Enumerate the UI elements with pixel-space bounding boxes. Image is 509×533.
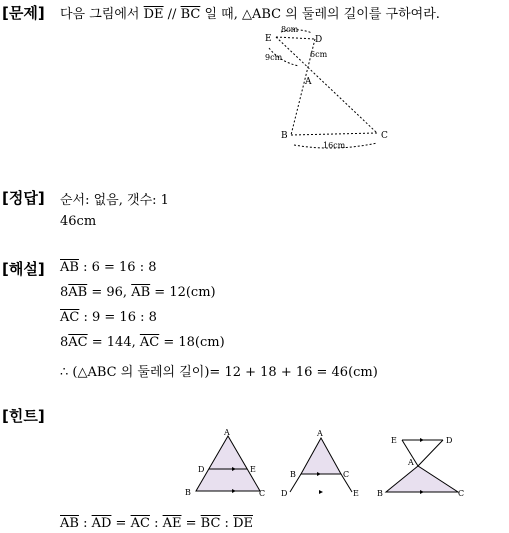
- arrow-mark: [319, 490, 323, 494]
- problem-tag: [문제]: [2, 4, 45, 22]
- segment-ab: $\overline{AB}$: [131, 285, 151, 300]
- label-b: B: [281, 131, 288, 141]
- equation-part: = 144,: [87, 335, 140, 350]
- formula-op: =: [181, 516, 201, 531]
- label-c: C: [458, 489, 465, 498]
- segment-bc: $\overline{BC}$: [200, 516, 221, 531]
- label-c: C: [343, 470, 350, 479]
- label-b: B: [290, 470, 296, 479]
- solution-line-1: [60, 260, 156, 275]
- label-c: C: [381, 131, 388, 141]
- segment-ad: $\overline{AD}$: [91, 516, 112, 531]
- solution-line-2: [60, 285, 216, 300]
- equation-part: 8: [60, 335, 69, 350]
- label-d: D: [198, 465, 205, 474]
- problem-text: [60, 3, 440, 22]
- triangle-abc: [196, 436, 260, 491]
- solution-line-5: ∴ (△ABC 의 둘레의 길이)= 12 + 18 + 16 = 46(cm): [60, 365, 378, 380]
- label-e: E: [391, 436, 397, 445]
- segment-ae: $\overline{AE}$: [162, 516, 182, 531]
- formula-op: :: [149, 516, 163, 531]
- label-e: E: [353, 489, 359, 498]
- segment-de: $\overline{DE}$: [143, 7, 164, 22]
- triangle-abc: [301, 438, 341, 474]
- length-bc: 16cm: [323, 141, 346, 150]
- formula-op: =: [111, 516, 131, 531]
- equation-part: : 6 = 16 : 8: [78, 260, 157, 275]
- length-ed: 8cm: [281, 25, 299, 34]
- solution-line-3: [60, 310, 157, 325]
- segment-bc: $\overline{BC}$: [180, 7, 201, 22]
- hint-formula: [60, 516, 253, 531]
- equation-part: : 9 = 16 : 8: [79, 310, 157, 325]
- hint-figure-2: [281, 429, 359, 498]
- answer-line-2: 46cm: [60, 214, 97, 229]
- solution-tag: [해설]: [2, 260, 45, 278]
- segment-ab: $\overline{AB}$: [60, 260, 79, 275]
- segment-ab: $\overline{AB}$: [68, 285, 88, 300]
- parallel-symbol: //: [163, 7, 181, 22]
- line-bc: [291, 133, 377, 135]
- problem-text-part: 다음 그림에서: [60, 7, 144, 22]
- answer-line-1: 순서: 없음, 갯수: 1: [60, 193, 169, 208]
- label-a: A: [317, 429, 323, 438]
- triangle-abc: [386, 466, 458, 492]
- label-e: E: [265, 34, 272, 44]
- segment-ab: $\overline{AB}$: [60, 516, 79, 531]
- problem-text-part: 일 때, △ABC 의 둘레의 길이를 구하여라.: [200, 7, 440, 22]
- label-b: B: [185, 488, 191, 497]
- arrow-mark: [420, 438, 424, 442]
- segment-ac: $\overline{AC}$: [60, 310, 80, 325]
- length-ea: 9cm: [265, 53, 283, 62]
- equation-part: = 96,: [87, 285, 132, 300]
- segment-da: [418, 440, 443, 466]
- answer-tag: [정답]: [2, 189, 45, 207]
- segment-ac: $\overline{AC}$: [68, 335, 88, 350]
- label-b: B: [377, 489, 383, 498]
- hint-tag: [힌트]: [2, 407, 45, 425]
- label-d: D: [315, 35, 323, 45]
- equation-part: 8: [60, 285, 69, 300]
- label-d: D: [281, 489, 288, 498]
- label-e: E: [250, 465, 256, 474]
- label-d: D: [446, 436, 453, 445]
- label-a: A: [305, 77, 312, 87]
- formula-op: :: [78, 516, 92, 531]
- problem-figure: [255, 24, 395, 150]
- label-a: A: [224, 428, 230, 437]
- label-a: A: [408, 458, 414, 467]
- segment-ac: $\overline{AC}$: [139, 335, 160, 350]
- hint-figure-1: [185, 428, 265, 498]
- equation-part: = 18(cm): [159, 335, 225, 350]
- length-da: 6cm: [310, 50, 328, 59]
- solution-line-4: [60, 335, 225, 350]
- equation-part: = 12(cm): [150, 285, 216, 300]
- label-c: C: [259, 489, 266, 498]
- segment-ac: $\overline{AC}$: [130, 516, 150, 531]
- formula-op: :: [220, 516, 234, 531]
- hint-figure-3: [377, 436, 464, 498]
- hint-figures: [180, 424, 470, 504]
- segment-de: $\overline{DE}$: [233, 516, 253, 531]
- line-ed: [276, 37, 315, 39]
